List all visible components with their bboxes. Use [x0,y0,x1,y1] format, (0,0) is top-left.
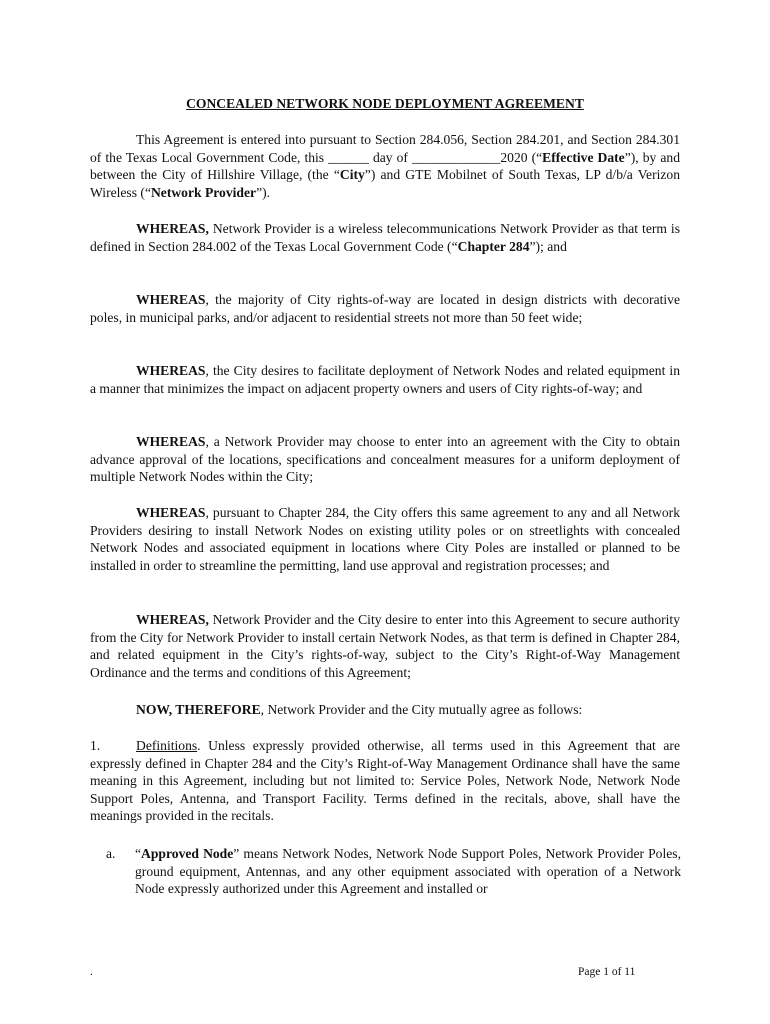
footer-mark: . [90,966,93,978]
whereas-paragraph: WHEREAS, pursuant to Chapter 284, the City offers this same agreement to any and all Network Providers desiring to install Network Nodes on existing utility poles or on streetlights with concealed Network Nodes and associated equipment in locations where City Poles are installed or planned to be installed in order to streamline the permitting, land use approval and registration processes; and [90,505,680,573]
therefore-paragraph: NOW, THEREFORE, Network Provider and the City mutually agree as follows: [136,702,583,717]
whereas-paragraph: WHEREAS, a Network Provider may choose to enter into an agreement with the City to obtain advance approval of the locations, specifications and concealment measures for a uniform deployment of multiple Network Nodes within the City; [90,434,680,485]
whereas-paragraph: WHEREAS, Network Provider and the City desire to enter into this Agreement to secure authority from the City for Network Provider to install certain Network Nodes, as that term is defined in Chapter 284, and related equipment in the City’s rights-of-way, subject to the City’s Right-of-Way Management Ordinance and the terms and conditions of this Agreement; [90,612,680,680]
definition-approved-node: a. “Approved Node” means Network Nodes, Network Node Support Poles, Network Provider Poles, ground equipment, Antennas, and any other equipment associated with operation of a Network Node expressly authorized under this Agreement and installed or [106,846,681,897]
whereas-paragraph: WHEREAS, the majority of City rights-of-way are located in design districts with decorative poles, in municipal parks, and/or adjacent to residential streets not more than 50 feet wide; [90,292,680,325]
page-number: Page 1 of 11 [578,966,636,978]
whereas-paragraph: WHEREAS, Network Provider is a wireless telecommunications Network Provider as that term is defined in Section 284.002 of the Texas Local Government Code (“Chapter 284”); and [90,221,680,254]
section-1-definitions: 1. Definitions. Unless expressly provided otherwise, all terms used in this Agreement that are expressly defined in Chapter 284 and the City’s Right-of-Way Management Ordinance shall have the same meaning in this Agreement, including but not limited to: Service Poles, Network Node, Network Node Support Poles, Antenna, and Transport Facility. Terms defined in the recitals, above, shall have the meanings provided in the recitals. [90,738,680,824]
document-title: CONCEALED NETWORK NODE DEPLOYMENT AGREEMENT [186,96,584,111]
intro-paragraph: This Agreement is entered into pursuant to Section 284.056, Section 284.201, and Section 284.301 of the Texas Local Government Code, this ______ day of _____________2020 (“Effective Date”), by and between the City of Hillshire Village, (the “City”) and GTE Mobilnet of South Texas, LP d/b/a Verizon Wireless (“Network Provider”). [90,132,680,200]
whereas-paragraph: WHEREAS, the City desires to facilitate deployment of Network Nodes and related equipment in a manner that minimizes the impact on adjacent property owners and users of City rights-of-way; and [90,363,680,396]
